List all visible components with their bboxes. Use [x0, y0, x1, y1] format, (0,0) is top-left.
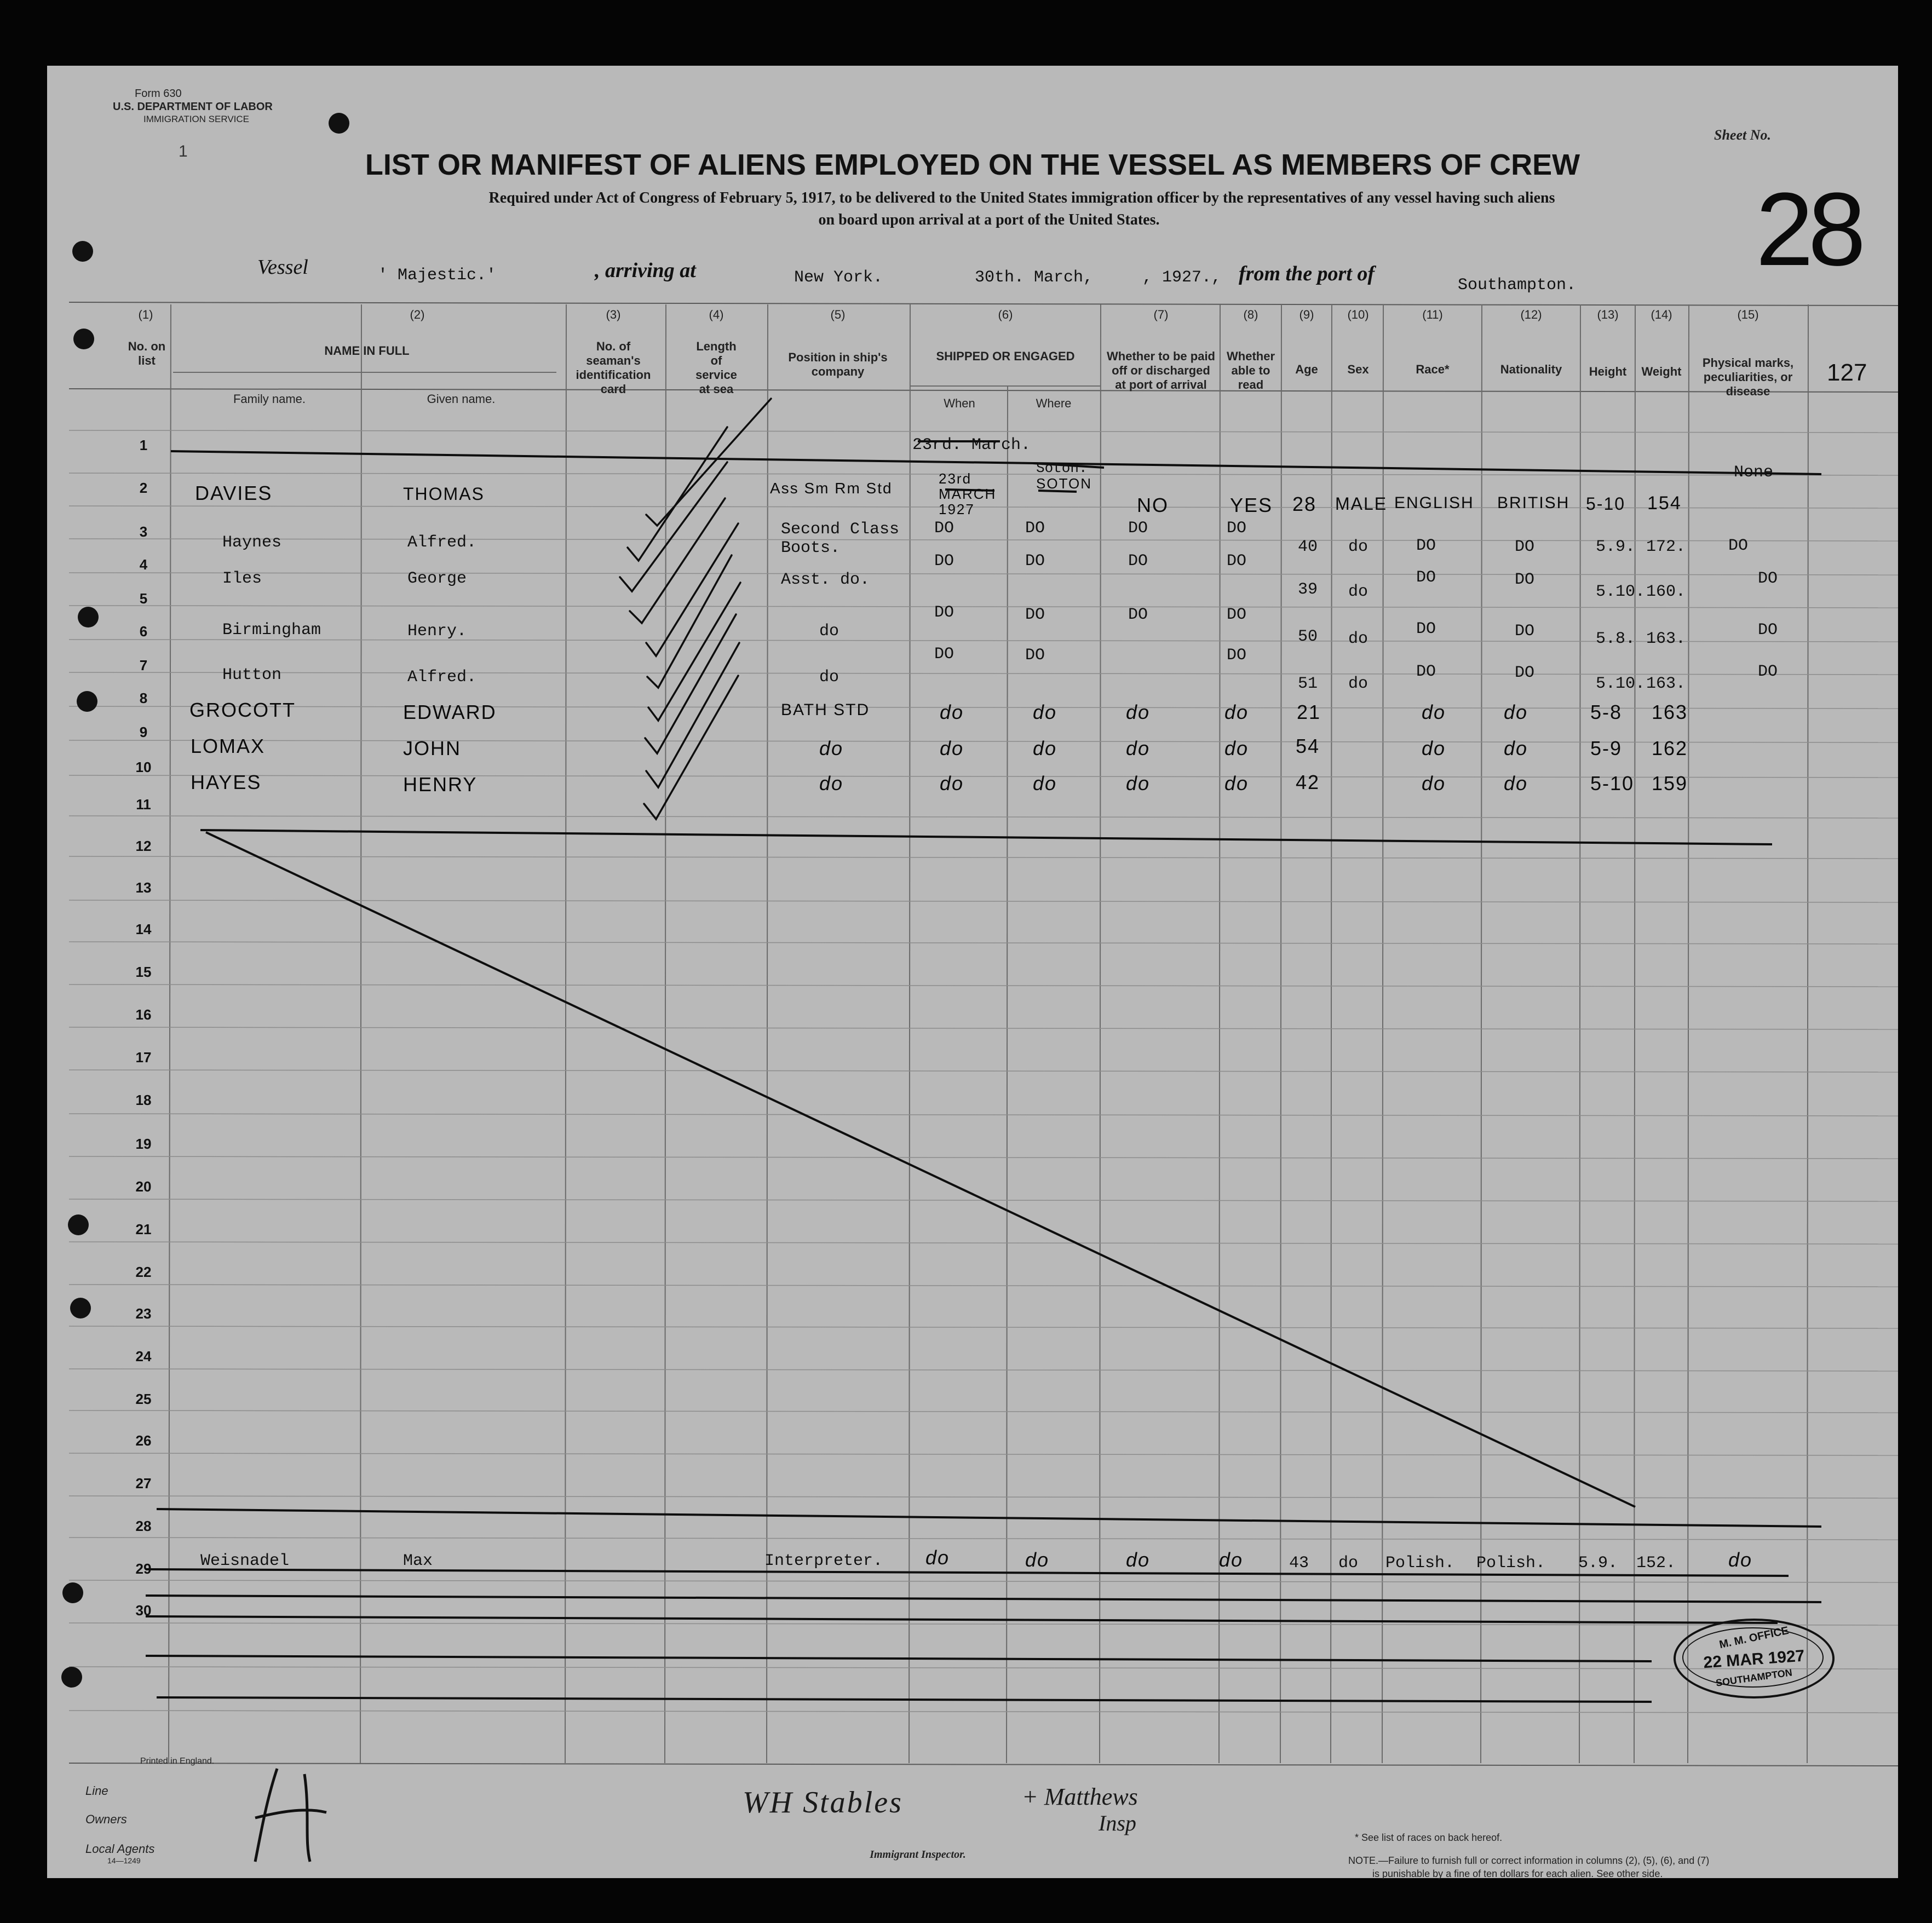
row9-position: do [819, 772, 844, 794]
row-number: 21 [135, 1221, 152, 1237]
row7-where: do [1033, 701, 1057, 723]
department: U.S. DEPARTMENT OF LABOR [113, 101, 273, 113]
row-number: 24 [135, 1348, 152, 1364]
row-number: 16 [135, 1006, 152, 1023]
col-9-num: (9) [1299, 308, 1314, 321]
row8-height: 5-9 [1590, 737, 1623, 759]
page-title: LIST OR MANIFEST OF ALIENS EMPLOYED ON THE VESSEL AS MEMBERS OF CREW [365, 148, 1580, 181]
row7-when: do [940, 701, 964, 723]
col-5-num: (5) [830, 308, 846, 321]
row6-age: 51 [1298, 675, 1318, 693]
row7-nationality: do [1504, 701, 1528, 723]
row9-where: do [1033, 772, 1057, 794]
stamp-date: 22 MAR 1927 [1703, 1646, 1806, 1672]
row9-paid: do [1126, 772, 1151, 794]
row7-weight: 163 [1652, 701, 1688, 723]
row8-read: do [1224, 737, 1249, 759]
row6-where: DO [1025, 646, 1045, 665]
manifest-sheet [47, 66, 1898, 1878]
row27-nationality: Polish. [1476, 1554, 1546, 1573]
row4-race: DO [1416, 568, 1436, 587]
row2-age: 28 [1292, 493, 1317, 515]
race-note: * See list of races on back hereof. [1355, 1832, 1503, 1843]
row6-marks: DO [1758, 663, 1778, 681]
row5-height: 5.8. [1596, 630, 1636, 648]
form-number: Form 630 [135, 88, 182, 100]
row-number: 17 [135, 1049, 152, 1066]
row7-position: BATH STD [781, 701, 870, 719]
arrival-year: , 1927., [1142, 268, 1222, 287]
punch-hole [72, 241, 93, 262]
row8-position: do [819, 737, 844, 759]
row-number: 22 [135, 1264, 152, 1280]
row3-race: DO [1416, 537, 1436, 555]
row5-race: DO [1416, 620, 1436, 638]
row8-paid: do [1126, 737, 1151, 759]
row-number: 10 [135, 759, 152, 775]
row5-marks: DO [1758, 621, 1778, 640]
row3-given: Alfred. [407, 533, 477, 552]
inspector-signature-2: + Matthews [1022, 1783, 1138, 1810]
row9-age: 42 [1296, 771, 1320, 793]
row8-family: LOMAX [191, 735, 266, 757]
row-number: 8 [139, 690, 148, 706]
col-13-num: (13) [1597, 308, 1619, 321]
row2-sex: MALE [1335, 494, 1388, 514]
row2-family: DAVIES [195, 482, 273, 504]
punch-hole [61, 1667, 82, 1688]
row-number: 6 [139, 623, 148, 640]
row4-read: DO [1227, 552, 1247, 571]
row2-when: 23rd MARCH 1927 [939, 470, 997, 517]
inspector-signature-3: Insp [1099, 1811, 1136, 1835]
col-4-num: (4) [709, 308, 724, 321]
row6-position: do [819, 668, 840, 687]
row5-given: Henry. [407, 622, 467, 641]
col-2-num: (2) [410, 308, 425, 321]
printed-in: Printed in England. [140, 1757, 215, 1766]
row5-position: do [819, 622, 840, 641]
row4-height: 5.10. [1596, 583, 1646, 601]
row4-weight: 160. [1646, 583, 1686, 601]
row2-race: ENGLISH [1394, 494, 1474, 512]
row4-nationality: DO [1515, 571, 1535, 589]
row-number: 7 [139, 657, 148, 673]
row6-nationality: DO [1515, 664, 1535, 682]
col-height: Height [1589, 365, 1627, 378]
punch-hole [62, 1582, 83, 1603]
row-number: 5 [139, 590, 148, 607]
subtitle-line-1: Required under Act of Congress of February 5, 1917, to be delivered to the United States immigration officer by the representatives of any vessel having such aliens [488, 189, 1555, 206]
col-15-num: (15) [1737, 308, 1759, 321]
row9-nationality: do [1504, 772, 1528, 794]
row27-where: do [1025, 1548, 1050, 1571]
row-number: 12 [135, 838, 152, 854]
arrival-date: 30th. March, [975, 268, 1094, 287]
col-10-num: (10) [1347, 308, 1369, 321]
row3-nationality: DO [1515, 538, 1535, 556]
row27-age: 43 [1289, 1554, 1309, 1573]
side-mark: 1 [179, 142, 188, 160]
row-number: 14 [135, 921, 152, 937]
local-agents-label: Local Agents [85, 1842, 155, 1856]
row4-sex: do [1348, 583, 1369, 601]
row7-paid: do [1126, 701, 1151, 723]
row2-nationality: BRITISH [1497, 494, 1570, 512]
subtitle-line-2: on board upon arrival at a port of the United States. [818, 211, 1160, 228]
row27-family: Weisnadel [200, 1552, 290, 1570]
col-nationality: Nationality [1500, 362, 1562, 376]
col-3-num: (3) [606, 308, 621, 321]
punch-hole [68, 1214, 89, 1235]
notice-line-1: NOTE.—Failure to furnish full or correct information in columns (2), (5), (6), and (7) [1348, 1855, 1710, 1866]
punch-hole [78, 607, 99, 627]
row6-family: Hutton [222, 666, 282, 684]
punch-hole [329, 113, 349, 134]
row2-given: THOMAS [403, 484, 485, 504]
col-length-of-service: Length of service at sea [695, 339, 737, 396]
row9-given: HENRY [403, 773, 478, 796]
row27-when: do [925, 1546, 950, 1569]
punch-hole [73, 329, 94, 349]
row4-marks: DO [1758, 569, 1778, 588]
row1-when: 23rd. March. [912, 436, 1031, 454]
row3-when: DO [934, 519, 955, 538]
row-number: 13 [135, 879, 152, 896]
row4-position: Asst. do. [781, 571, 870, 589]
row5-nationality: DO [1515, 622, 1535, 641]
row-number: 20 [135, 1178, 152, 1195]
vessel-label: Vessel [257, 256, 308, 279]
col-shipped-engaged: SHIPPED OR ENGAGED [936, 349, 1075, 363]
col-race: Race* [1416, 362, 1450, 376]
row5-where: DO [1025, 606, 1045, 624]
sheet-label: Sheet No. [1714, 127, 1771, 143]
row-number: 4 [139, 556, 148, 573]
row4-when: DO [934, 552, 955, 571]
row6-sex: do [1348, 675, 1369, 693]
col-14-num: (14) [1651, 308, 1672, 321]
row5-read: DO [1227, 606, 1247, 624]
punch-hole [70, 1298, 91, 1319]
row5-sex: do [1348, 630, 1369, 648]
row4-given: George [407, 569, 467, 588]
row3-height: 5.9. [1596, 538, 1636, 556]
vessel-name: ' Majestic.' [378, 266, 497, 285]
row2-height: 5-10 [1586, 494, 1626, 514]
row5-family: Birmingham [222, 621, 321, 640]
punch-hole [77, 691, 97, 712]
row7-race: do [1422, 701, 1446, 723]
row4-where: DO [1025, 552, 1045, 571]
row27-paid: do [1126, 1548, 1151, 1571]
row-number: 19 [135, 1136, 152, 1152]
row3-family: Haynes [222, 533, 282, 552]
col-7-num: (7) [1153, 308, 1169, 321]
sheet-number: 28 [1756, 171, 1861, 287]
row3-paid: DO [1128, 519, 1148, 538]
col-when: When [944, 396, 975, 410]
row4-family: Iles [222, 569, 262, 588]
col-6-num: (6) [998, 308, 1013, 321]
service: IMMIGRATION SERVICE [143, 114, 250, 124]
row6-given: Alfred. [407, 668, 477, 687]
row27-weight: 152. [1636, 1554, 1676, 1573]
col-age: Age [1295, 362, 1318, 376]
row9-when: do [940, 772, 964, 794]
row-number: 27 [135, 1475, 152, 1492]
row9-family: HAYES [191, 771, 262, 793]
col-name-in-full: NAME IN FULL [324, 344, 410, 358]
row-number: 18 [135, 1092, 152, 1108]
col-able-to-read: Whether able to read [1227, 349, 1275, 391]
row3-age: 40 [1298, 538, 1318, 556]
row5-paid: DO [1128, 606, 1148, 624]
row3-position-line2: Boots. [781, 539, 841, 557]
row-number: 30 [135, 1602, 152, 1619]
row2-where: SOTON [1036, 475, 1092, 492]
row-number: 3 [139, 523, 148, 540]
row2-weight: 154 [1647, 493, 1682, 514]
row3-weight: 172. [1646, 538, 1686, 556]
row7-height: 5-8 [1590, 701, 1623, 723]
row-number: 9 [139, 724, 148, 740]
row8-weight: 162 [1652, 737, 1688, 759]
row27-height: 5.9. [1578, 1554, 1618, 1573]
row-number: 29 [135, 1561, 152, 1577]
row6-when: DO [934, 645, 955, 664]
row-number: 25 [135, 1391, 152, 1407]
inspector-signature: WH Stables [743, 1786, 903, 1820]
row6-height: 5.10. [1596, 675, 1646, 693]
col-position: Position in ship's company [788, 350, 888, 378]
row8-nationality: do [1504, 737, 1528, 759]
row4-age: 39 [1298, 580, 1318, 599]
row-number: 28 [135, 1518, 152, 1534]
col-11-num: (11) [1422, 308, 1443, 321]
office-stamp [1674, 1619, 1835, 1699]
row9-read: do [1224, 772, 1249, 794]
page-number: 127 [1827, 359, 1867, 386]
row8-age: 54 [1296, 735, 1320, 757]
row3-sex: do [1348, 538, 1369, 556]
row7-given: EDWARD [403, 701, 497, 723]
row6-race: DO [1416, 663, 1436, 681]
row2-marks: None [1734, 463, 1774, 482]
row5-age: 50 [1298, 627, 1318, 646]
col-weight: Weight [1641, 365, 1682, 378]
owners-label: Owners [85, 1812, 127, 1826]
stamp-place: SOUTHAMPTON [1715, 1667, 1793, 1689]
row8-where: do [1033, 737, 1057, 759]
row3-marks: DO [1728, 537, 1749, 555]
row6-weight: 163. [1646, 675, 1686, 693]
col-paid-off: Whether to be paid off or discharged at port of arrival [1107, 349, 1215, 391]
immigrant-inspector-label: Immigrant Inspector. [870, 1849, 966, 1861]
row-number: 2 [139, 480, 148, 496]
col-given-name: Given name. [427, 392, 496, 406]
row7-family: GROCOTT [189, 699, 296, 721]
col-sex: Sex [1347, 362, 1369, 376]
row27-read: do [1219, 1548, 1244, 1571]
col-1-num: (1) [138, 308, 153, 321]
row5-when: DO [934, 603, 955, 622]
col-12-num: (12) [1520, 308, 1542, 321]
row8-given: JOHN [403, 737, 461, 759]
row-number: 11 [136, 796, 151, 813]
col-physical-marks: Physical marks, peculiarities, or disease [1702, 356, 1794, 398]
col-no-on-list: No. on list [128, 339, 166, 367]
agents-number: 14—1249 [107, 1856, 141, 1865]
row3-where: DO [1025, 519, 1045, 538]
row9-race: do [1422, 772, 1446, 794]
col-family-name: Family name. [233, 392, 306, 406]
arriving-label: , arriving at [595, 259, 696, 282]
row8-race: do [1422, 737, 1446, 759]
from-port: Southampton. [1458, 276, 1577, 295]
row6-read: DO [1227, 646, 1247, 665]
row4-paid: DO [1128, 552, 1148, 571]
row27-sex: do [1338, 1554, 1359, 1573]
row-number: 23 [135, 1305, 152, 1322]
row2-read: YES [1230, 494, 1273, 516]
notice-line-2: is punishable by a fine of ten dollars for each alien. See other side. [1372, 1868, 1663, 1879]
col-where: Where [1036, 396, 1072, 410]
line-label: Line [85, 1784, 108, 1798]
arrival-port: New York. [794, 268, 883, 287]
col-seaman-card: No. of seaman's identification card [576, 339, 651, 396]
row7-read: do [1224, 701, 1249, 723]
row27-position: Interpreter. [764, 1552, 883, 1570]
row2-position: Ass Sm Rm Std [770, 480, 893, 497]
from-port-label: from the port of [1239, 262, 1375, 285]
row3-read: DO [1227, 519, 1247, 538]
row27-race: Polish. [1385, 1554, 1455, 1573]
row-number: 1 [139, 437, 148, 453]
col-8-num: (8) [1243, 308, 1258, 321]
row3-position: Second Class [781, 520, 900, 539]
row-number: 15 [135, 964, 152, 980]
row7-age: 21 [1297, 701, 1321, 723]
row8-when: do [940, 737, 964, 759]
row-number: 26 [135, 1432, 152, 1449]
row27-given: Max [403, 1552, 433, 1570]
row9-weight: 159 [1652, 772, 1688, 794]
row1-where: Soton. [1036, 460, 1088, 476]
stamp-office: M. M. OFFICE [1718, 1624, 1790, 1651]
row2-paid: NO [1137, 494, 1169, 516]
table-grid [47, 66, 1898, 1878]
row5-weight: 163. [1646, 630, 1686, 648]
row27-marks: do [1728, 1548, 1753, 1571]
agent-signature [244, 1758, 343, 1867]
row9-height: 5-10 [1590, 772, 1635, 794]
